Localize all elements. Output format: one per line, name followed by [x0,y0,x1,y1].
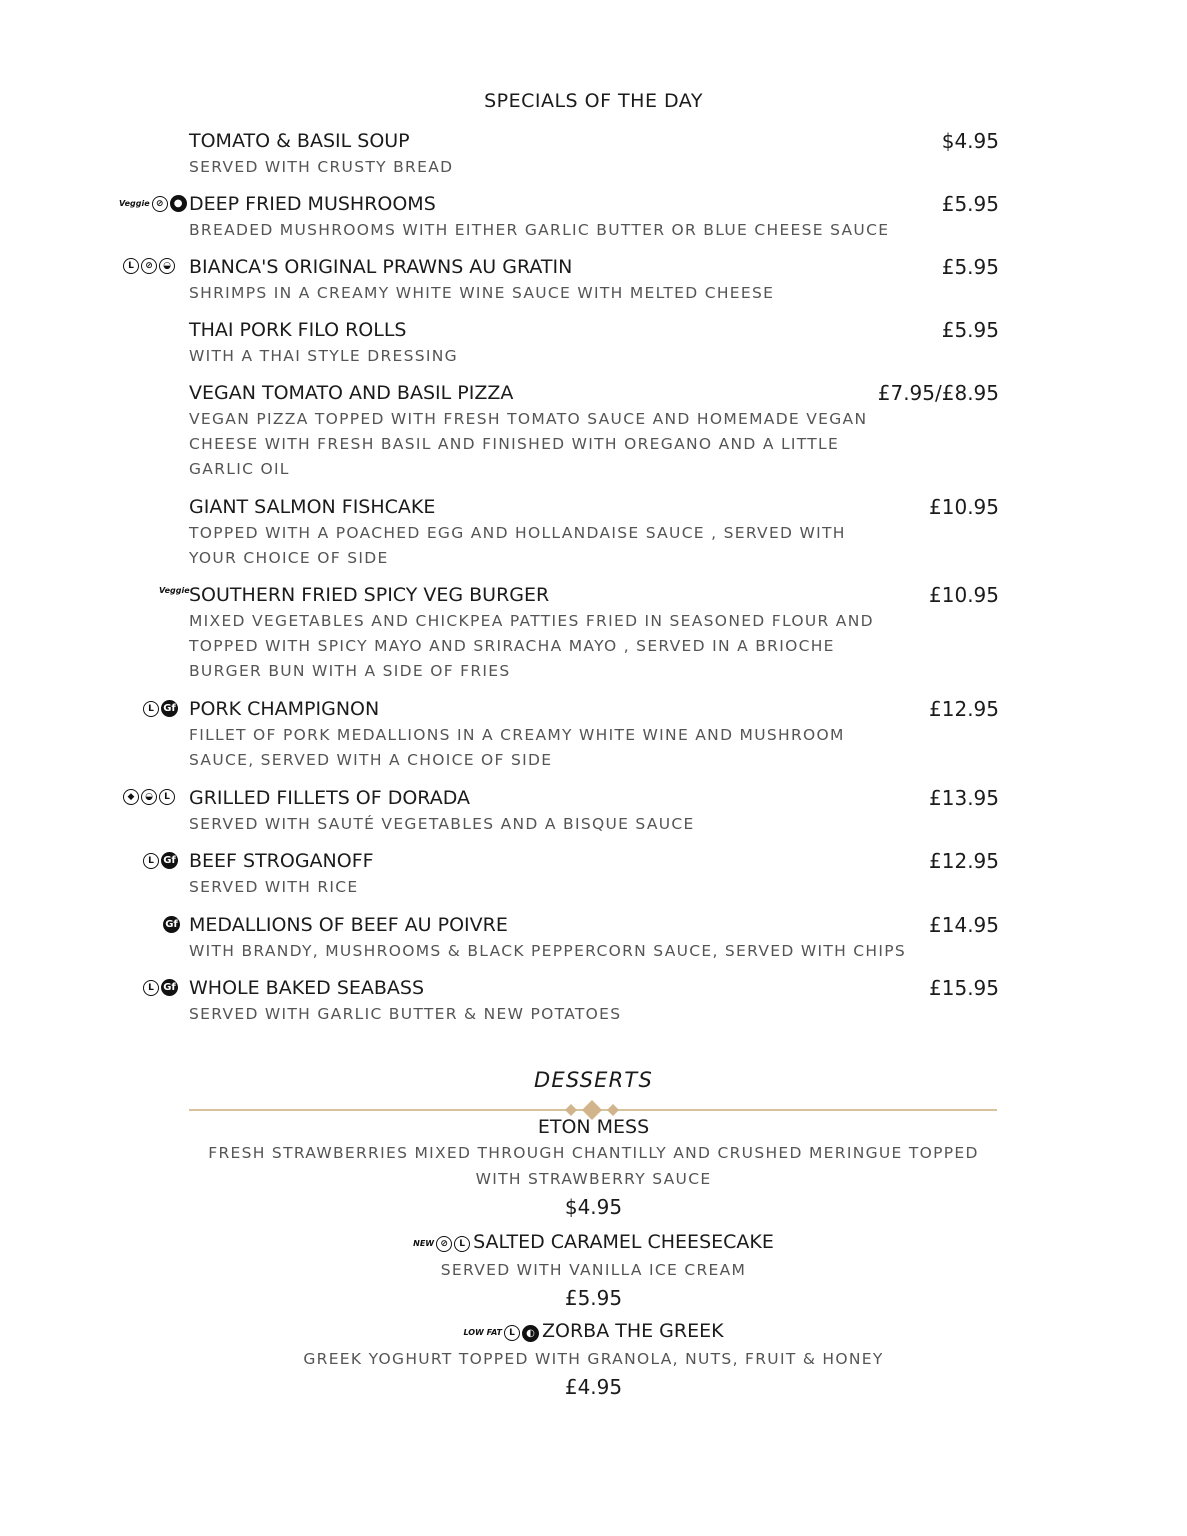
item-name: GRILLED FILLETS OF DORADA [189,787,471,809]
lactose-icon: L [123,258,139,274]
lactose-icon: L [143,701,159,717]
item-name: SOUTHERN FRIED SPICY VEG BURGER [189,584,550,606]
menu-item [189,380,999,482]
item-desc: VEGAN PIZZA TOPPED WITH FRESH TOMATO SAUCE AND HOMEMADE VEGAN CHEESE WITH FRESH BASIL AND FINISHED WITH OREGANO AND A LITTLE GARLIC OIL [189,410,868,478]
item-name: DEEP FRIED MUSHROOMS [189,193,436,215]
item-price: £13.95 [929,786,999,810]
dessert-icons [463,1320,539,1346]
item-desc: SERVED WITH CRUSTY BREAD [189,158,454,176]
dessert-desc: FRESH STRAWBERRIES MIXED THROUGH CHANTILLY AND CRUSHED MERINGUE TOPPED WITH STRAWBERRY SAUCE [208,1144,979,1188]
menu-item [159,582,999,684]
nut-free-icon: ⊘ [152,196,168,212]
menu-item [148,848,999,900]
item-price: £5.95 [941,318,999,342]
item-price: £5.95 [941,255,999,279]
item-icons [143,979,178,996]
menu-item [148,975,999,1027]
item-desc: WITH A THAI STYLE DRESSING [189,347,458,365]
item-name: TOMATO & BASIL SOUP [189,130,410,152]
item-desc: SERVED WITH RICE [189,878,359,896]
shellfish-icon: ◒ [159,258,175,274]
veggie-icon: Veggie [159,586,190,595]
nut-free-icon: ⊘ [141,258,157,274]
menu-item [165,912,999,964]
item-name: MEDALLIONS OF BEEF AU POIVRE [189,914,508,936]
dessert-desc: SERVED WITH VANILLA ICE CREAM [440,1261,747,1279]
item-desc: SHRIMPS IN A CREAMY WHITE WINE SAUCE WITH MELTED CHEESE [189,284,775,302]
nut-free-icon: ⊘ [436,1236,452,1252]
item-price: £10.95 [929,583,999,607]
item-desc: SERVED WITH GARLIC BUTTER & NEW POTATOES [189,1005,622,1023]
item-desc: WITH BRANDY, MUSHROOMS & BLACK PEPPERCORN SAUCE, SERVED WITH CHIPS [189,942,907,960]
dessert-name: SALTED CARAMEL CHEESECAKE [473,1231,774,1253]
item-icons [119,195,187,212]
dessert-price: £4.95 [564,1375,623,1399]
dessert-name: ETON MESS [537,1116,650,1138]
item-name: PORK CHAMPIGNON [189,698,380,720]
item-desc: MIXED VEGETABLES AND CHICKPEA PATTIES FRIED IN SEASONED FLOUR AND TOPPED WITH SPICY MAYO AND SRIRACHA MAYO , SERVED IN A BRIOCHE BURGER BUN WITH A SIDE OF FRIES [189,612,874,680]
lactose-icon: L [504,1325,520,1341]
new-icon: NEW [413,1239,435,1248]
menu-item [189,317,999,369]
item-icons [143,700,178,717]
item-name: THAI PORK FILO ROLLS [189,319,407,341]
gluten-free-icon: Gf [161,700,178,717]
item-name: VEGAN TOMATO AND BASIL PIZZA [189,382,514,404]
item-name: BIANCA'S ORIGINAL PRAWNS AU GRATIN [189,256,573,278]
dessert-title-row [0,1229,1187,1257]
dessert-icons [413,1231,470,1257]
item-price: £14.95 [929,913,999,937]
item-price: £12.95 [929,697,999,721]
gluten-free-icon: Gf [161,979,178,996]
item-name: BEEF STROGANOFF [189,850,374,872]
desserts-title: DESSERTS [534,1068,653,1092]
menu-item [189,128,999,180]
specials-title: SPECIALS OF THE DAY [484,90,703,112]
item-price: £10.95 [929,495,999,519]
dessert-price: $4.95 [564,1195,623,1219]
dessert-desc: GREEK YOGHURT TOPPED WITH GRANOLA, NUTS, FRUIT & HONEY [303,1350,884,1368]
item-icons [123,258,175,274]
menu-item [148,696,999,773]
veggie-icon: Veggie [119,199,150,208]
dessert-title-row [0,1318,1187,1346]
item-price: $4.95 [941,129,999,153]
menu-item [119,191,999,243]
nuts-icon: ◐ [522,1325,539,1342]
menu-item [128,254,999,306]
dessert-price: £5.95 [564,1286,623,1310]
dessert-item [0,1114,1187,1221]
egg-icon: ● [170,195,187,212]
item-name: WHOLE BAKED SEABASS [189,977,425,999]
item-price: £7.95/£8.95 [877,381,999,405]
item-icons [143,852,178,869]
lactose-icon: L [159,789,175,805]
low-fat-icon: LOW FAT [463,1328,502,1337]
item-icons [123,789,175,805]
lactose-icon: L [143,980,159,996]
item-price: £15.95 [929,976,999,1000]
menu-item [189,494,999,571]
item-desc: BREADED MUSHROOMS WITH EITHER GARLIC BUTTER OR BLUE CHEESE SAUCE [189,221,890,239]
item-name: GIANT SALMON FISHCAKE [189,496,436,518]
menu-item [127,785,999,837]
lactose-icon: L [454,1236,470,1252]
item-desc: TOPPED WITH A POACHED EGG AND HOLLANDAISE SAUCE , SERVED WITH YOUR CHOICE OF SIDE [189,524,846,567]
lactose-icon: L [143,853,159,869]
dessert-item [0,1229,1187,1312]
item-icons [159,586,190,595]
item-desc: FILLET OF PORK MEDALLIONS IN A CREAMY WHITE WINE AND MUSHROOM SAUCE, SERVED WITH A CHOICE OF SIDE [189,726,845,769]
item-price: £12.95 [929,849,999,873]
gluten-free-icon: Gf [163,916,180,933]
item-icons [163,916,180,933]
fish-icon: ◆ [123,789,139,805]
item-price: £5.95 [941,192,999,216]
gluten-free-icon: Gf [161,852,178,869]
dessert-item [0,1318,1187,1401]
dessert-name: ZORBA THE GREEK [541,1320,724,1342]
item-desc: SERVED WITH SAUTÉ VEGETABLES AND A BISQUE SAUCE [189,815,695,833]
shellfish-icon: ◒ [141,789,157,805]
